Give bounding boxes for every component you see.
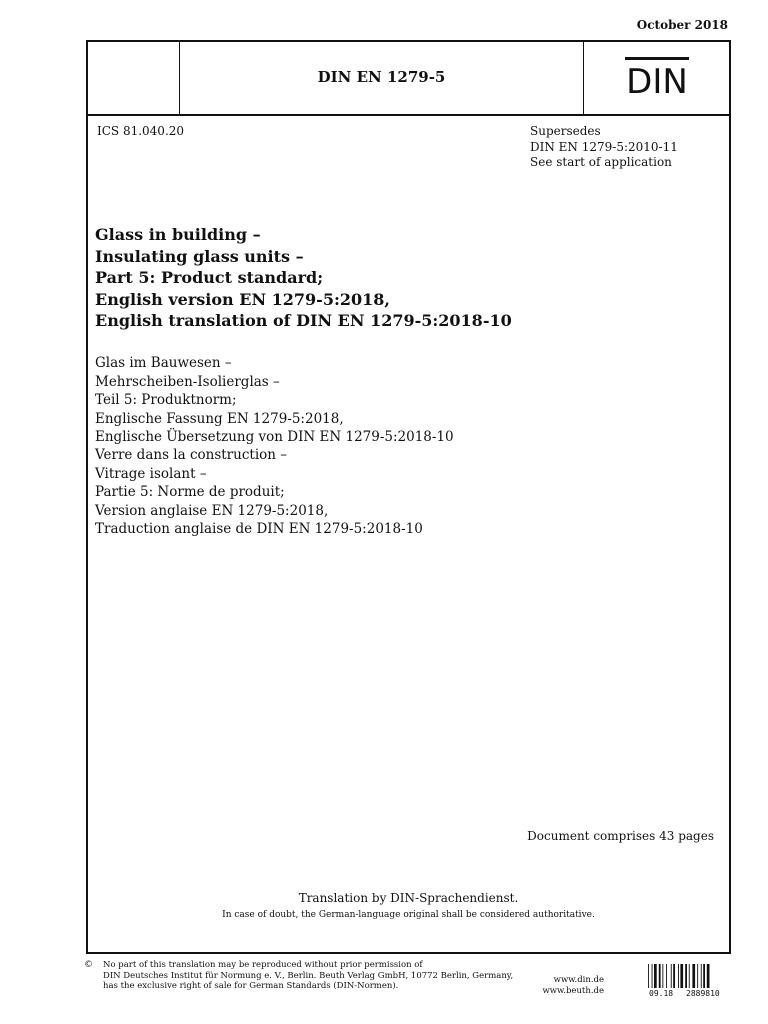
barcode-bar: [692, 964, 695, 988]
application-note: See start of application: [530, 155, 672, 169]
page-count-note: Document comprises 43 pages: [527, 829, 714, 843]
barcode-bar: [697, 964, 698, 988]
barcode-bar: [689, 964, 690, 988]
barcode-bar: [703, 964, 705, 988]
german-title: [95, 354, 454, 447]
english-title: [95, 224, 512, 332]
title-line: Partie 5: Norme de produit;: [95, 484, 285, 500]
title-line: Part 5: Product standard;: [95, 268, 324, 287]
barcode-bar: [707, 964, 710, 988]
copyright-line: No part of this translation may be reproduced without prior permission of: [103, 960, 423, 970]
barcode-bar: [652, 964, 653, 988]
supersedes-block: [530, 124, 678, 171]
ics-code: ICS 81.040.20: [97, 124, 185, 138]
title-line: Verre dans la construction –: [95, 447, 287, 463]
beuth-website-link[interactable]: www.beuth.de: [542, 986, 604, 996]
title-line: Mehrscheiben-Isolierglas –: [95, 373, 280, 390]
title-line: Englische Fassung EN 1279-5:2018,: [95, 410, 344, 427]
translation-note: Translation by DIN-Sprachendienst.: [298, 891, 519, 905]
copyright-icon: ©: [84, 960, 93, 970]
header-left-cell: [86, 40, 180, 114]
barcode-bar: [680, 964, 683, 988]
superseded-standard: DIN EN 1279-5:2010-11: [530, 139, 678, 154]
header-row: [86, 40, 731, 116]
authority-note: In case of doubt, the German-language original shall be considered authoritative.: [222, 910, 595, 920]
barcode-bar: [673, 964, 675, 988]
din-logo-mark: [625, 57, 689, 97]
barcode-bar: [648, 964, 649, 988]
barcode-bar: [654, 964, 657, 988]
document-designation: DIN EN 1279-5: [180, 40, 584, 114]
publication-date: October 2018: [636, 18, 728, 32]
copyright-line: DIN Deutsches Institut für Normung e. V., Berlin. Beuth Verlag GmbH, 10772 Berlin, Germany,: [103, 970, 514, 981]
supersedes-label: Supersedes: [530, 124, 601, 138]
copyright-notice: [103, 960, 514, 992]
barcode-date: 09.18: [649, 989, 674, 998]
title-line: Version anglaise EN 1279-5:2018,: [95, 502, 329, 519]
title-line: Teil 5: Produktnorm;: [95, 392, 237, 408]
barcode-bar: [666, 964, 667, 988]
website-links: [540, 975, 604, 997]
barcode: [648, 964, 730, 988]
title-line: Insulating glass units –: [95, 246, 304, 266]
din-logo-text: DIN: [625, 62, 688, 97]
title-line: Glass in building –: [95, 225, 261, 244]
title-line: Glas im Bauwesen –: [95, 355, 232, 371]
din-logo: [584, 40, 729, 114]
barcode-bar: [701, 964, 702, 988]
copyright-line: has the exclusive right of sale for German Standards (DIN-Normen).: [103, 981, 399, 991]
french-title: [95, 446, 423, 539]
barcode-bar: [678, 964, 679, 988]
title-line: Vitrage isolant –: [95, 465, 207, 482]
title-line: Traduction anglaise de DIN EN 1279-5:2018-10: [95, 521, 423, 537]
title-line: English translation of DIN EN 1279-5:2018-10: [95, 311, 512, 330]
din-website-link[interactable]: www.din.de: [553, 975, 604, 985]
barcode-bar: [685, 964, 687, 988]
title-line: English version EN 1279-5:2018,: [95, 289, 390, 309]
barcode-bar: [671, 964, 672, 988]
barcode-bar: [659, 964, 661, 988]
title-line: Englische Übersetzung von DIN EN 1279-5:2018-10: [95, 429, 454, 445]
barcode-bar: [662, 964, 663, 988]
barcode-number: 2889810: [686, 989, 720, 998]
